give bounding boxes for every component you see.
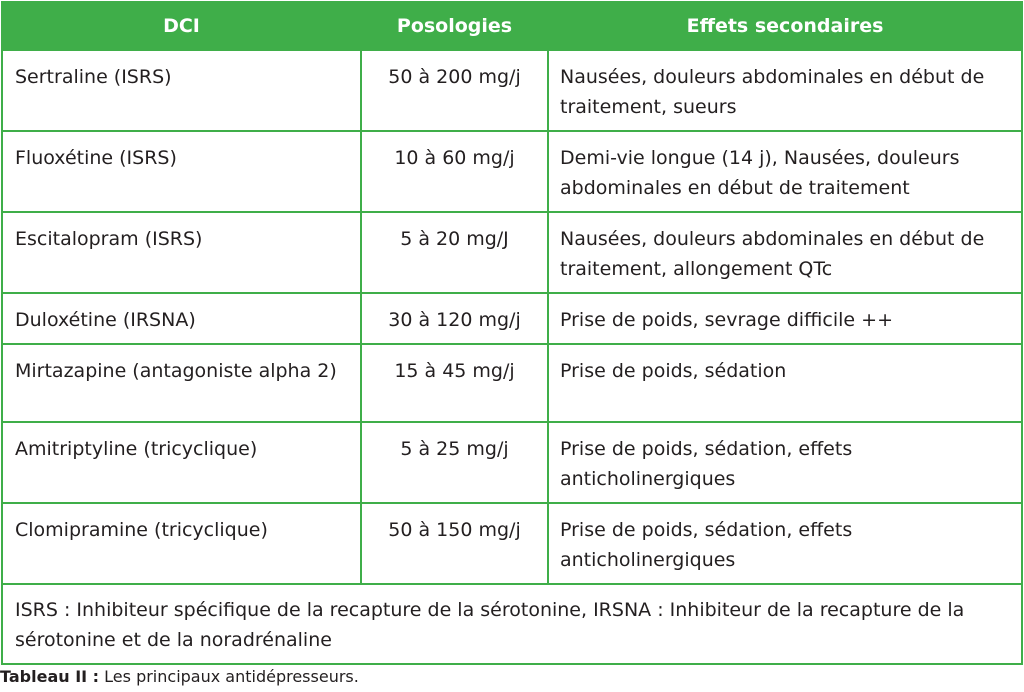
- cell-effets: Demi-vie longue (14 j), Nausées, douleurs abdominales en début de traitement: [548, 131, 1022, 212]
- cell-posologie: 5 à 20 mg/J: [361, 212, 548, 293]
- table-footnote: ISRS : Inhibiteur spécifique de la recapture de la sérotonine, IRSNA : Inhibiteur de la recapture de la sérotonine et de la noradrénaline: [2, 584, 1022, 664]
- cell-effets: Prise de poids, sevrage difficile ++: [548, 293, 1022, 344]
- cell-posologie: 10 à 60 mg/j: [361, 131, 548, 212]
- cell-dci: Fluoxétine (ISRS): [2, 131, 361, 212]
- cell-dci: Clomipramine (tricyclique): [2, 503, 361, 584]
- caption-label: Tableau II :: [0, 667, 100, 686]
- table-caption: [0, 667, 359, 687]
- table-row: [2, 50, 1022, 131]
- table-row: [2, 422, 1022, 503]
- cell-effets: Prise de poids, sédation, effets anticholinergiques: [548, 503, 1022, 584]
- cell-dci: Sertraline (ISRS): [2, 50, 361, 131]
- cell-posologie: 50 à 150 mg/j: [361, 503, 548, 584]
- cell-effets: Nausées, douleurs abdominales en début de traitement, sueurs: [548, 50, 1022, 131]
- antidepressants-table: [1, 1, 1023, 665]
- table-row: [2, 131, 1022, 212]
- cell-dci: Amitriptyline (tricyclique): [2, 422, 361, 503]
- table-row: [2, 503, 1022, 584]
- header-effets-secondaires: Effets secondaires: [548, 2, 1022, 50]
- table-row: [2, 293, 1022, 344]
- cell-effets: Nausées, douleurs abdominales en début de traitement, allongement QTc: [548, 212, 1022, 293]
- table-footer: [2, 584, 1022, 664]
- cell-posologie: 50 à 200 mg/j: [361, 50, 548, 131]
- cell-effets: Prise de poids, sédation: [548, 344, 1022, 422]
- footnote-row: [2, 584, 1022, 664]
- header-row: [2, 2, 1022, 50]
- header-posologies: Posologies: [361, 2, 548, 50]
- table-body: [2, 50, 1022, 584]
- cell-dci: Duloxétine (IRSNA): [2, 293, 361, 344]
- cell-posologie: 30 à 120 mg/j: [361, 293, 548, 344]
- cell-posologie: 15 à 45 mg/j: [361, 344, 548, 422]
- cell-posologie: 5 à 25 mg/j: [361, 422, 548, 503]
- table-row: [2, 212, 1022, 293]
- caption-text: Les principaux antidépresseurs.: [104, 667, 359, 686]
- table-header: [2, 2, 1022, 50]
- cell-effets: Prise de poids, sédation, effets anticholinergiques: [548, 422, 1022, 503]
- table-row: [2, 344, 1022, 422]
- cell-dci: Escitalopram (ISRS): [2, 212, 361, 293]
- header-dci: DCI: [2, 2, 361, 50]
- cell-dci: Mirtazapine (antagoniste alpha 2): [2, 344, 361, 422]
